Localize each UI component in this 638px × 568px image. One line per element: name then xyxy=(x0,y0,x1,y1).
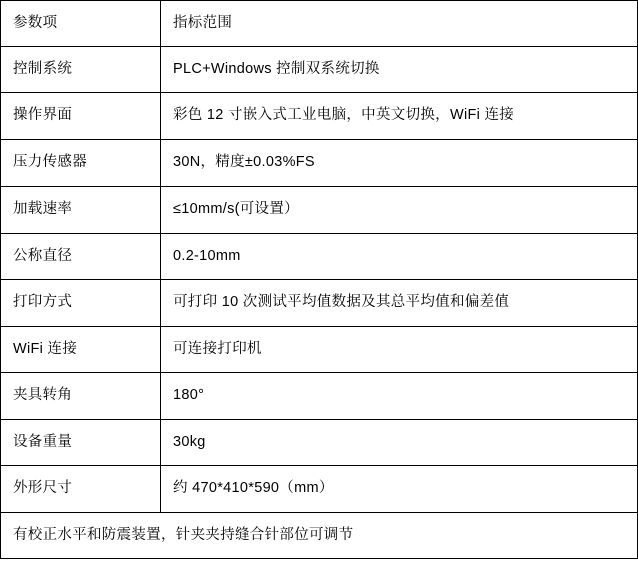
cell-parameter: 夹具转角 xyxy=(1,373,161,420)
table-row xyxy=(1,234,638,280)
table-row xyxy=(1,187,638,234)
cell-parameter: 加载速率 xyxy=(1,187,161,234)
table-row xyxy=(1,420,638,466)
cell-parameter: 外形尺寸 xyxy=(1,466,161,513)
table-header-row xyxy=(1,1,638,47)
table-row xyxy=(1,280,638,327)
table-row xyxy=(1,373,638,420)
cell-parameter: WiFi 连接 xyxy=(1,327,161,373)
cell-range: 彩色 12 寸嵌入式工业电脑，中英文切换，WiFi 连接 xyxy=(161,93,638,140)
table-footer-row xyxy=(1,513,638,559)
cell-range: 可连接打印机 xyxy=(161,327,638,373)
header-cell-parameter: 参数项 xyxy=(1,1,161,47)
cell-parameter: 设备重量 xyxy=(1,420,161,466)
header-cell-range: 指标范围 xyxy=(161,1,638,47)
cell-range: 可打印 10 次测试平均值数据及其总平均值和偏差值 xyxy=(161,280,638,327)
table-row xyxy=(1,47,638,93)
table-body xyxy=(1,1,638,559)
cell-range: ≤10mm/s(可设置） xyxy=(161,187,638,234)
table-row xyxy=(1,140,638,187)
cell-range: 180° xyxy=(161,373,638,420)
table-row xyxy=(1,327,638,373)
cell-parameter: 打印方式 xyxy=(1,280,161,327)
cell-range: 0.2-10mm xyxy=(161,234,638,280)
footer-note: 有校正水平和防震装置，针夹夹持缝合针部位可调节 xyxy=(1,513,638,559)
cell-parameter: 控制系统 xyxy=(1,47,161,93)
cell-range: 30kg xyxy=(161,420,638,466)
table-row xyxy=(1,93,638,140)
table-row xyxy=(1,466,638,513)
cell-range: 30N，精度±0.03%FS xyxy=(161,140,638,187)
cell-parameter: 公称直径 xyxy=(1,234,161,280)
cell-parameter: 压力传感器 xyxy=(1,140,161,187)
cell-parameter: 操作界面 xyxy=(1,93,161,140)
cell-range: 约 470*410*590（mm） xyxy=(161,466,638,513)
cell-range: PLC+Windows 控制双系统切换 xyxy=(161,47,638,93)
